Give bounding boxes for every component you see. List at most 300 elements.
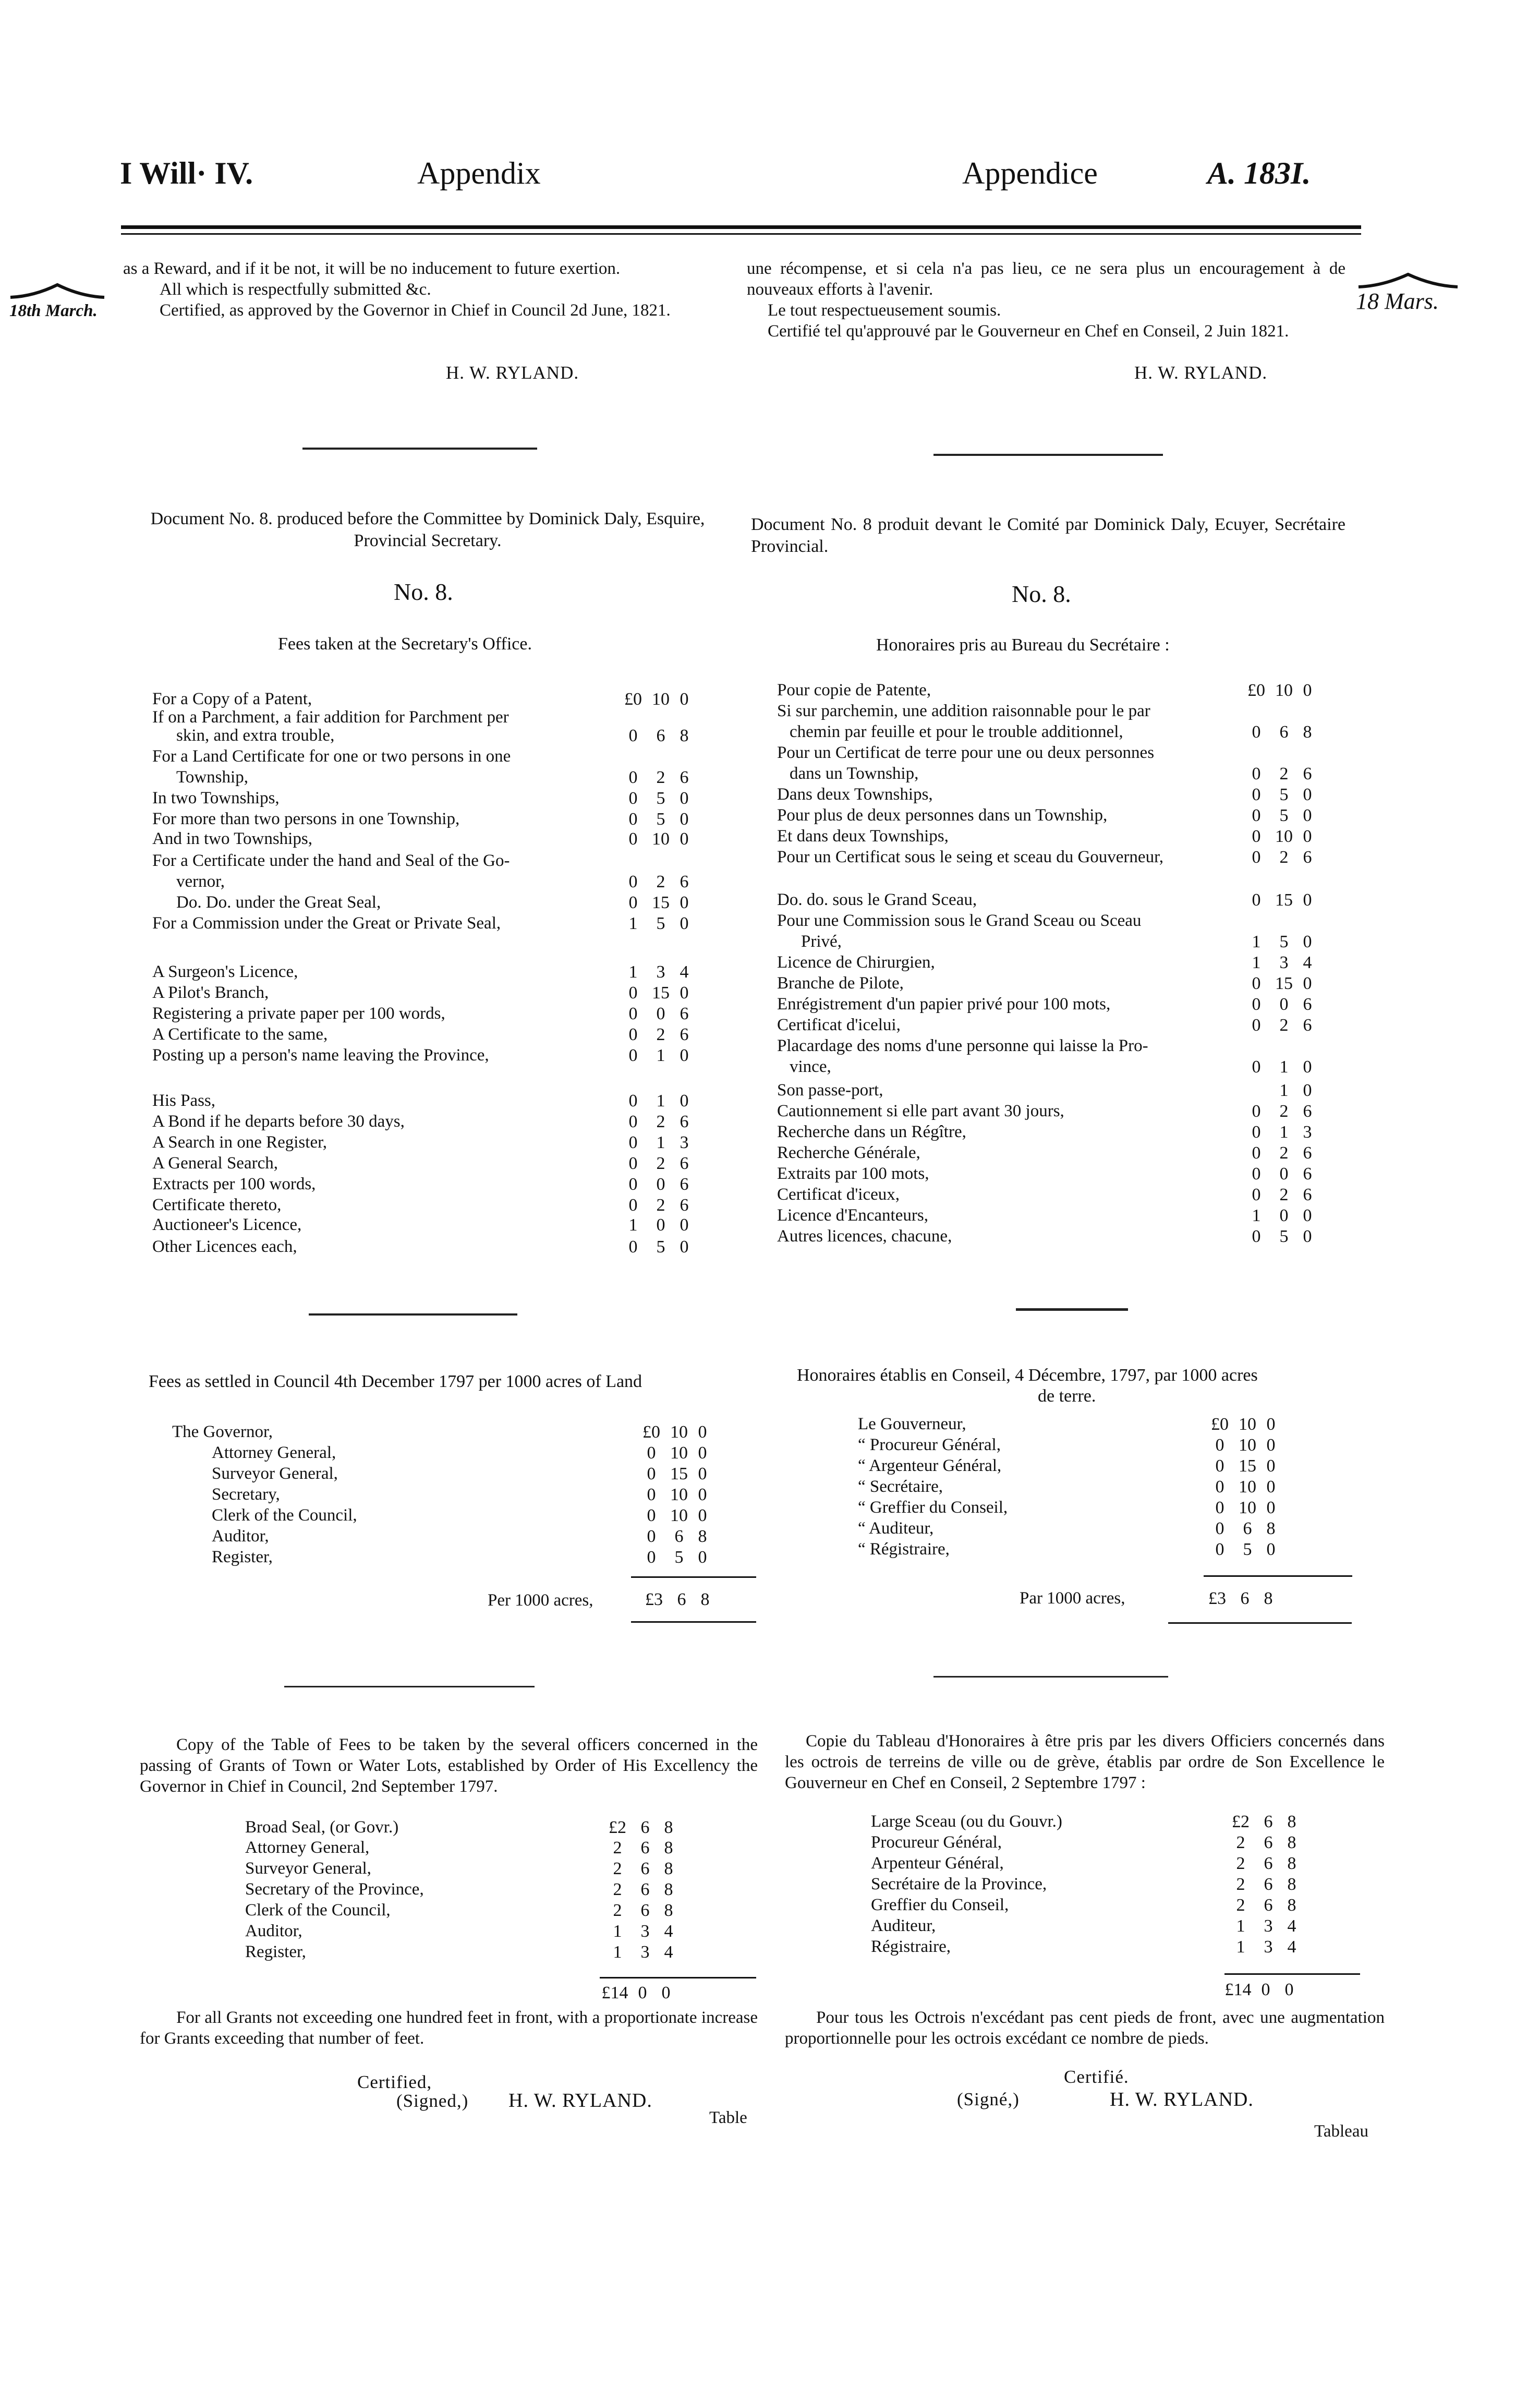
pence-cell: 0 (1284, 1980, 1294, 1999)
pounds-cell: 0 (647, 1548, 656, 1567)
fee-row-label: Auditor, (212, 1527, 269, 1546)
fee-row-label: Autres licences, chacune, (777, 1227, 952, 1246)
shillings-cell: 15 (1239, 1456, 1256, 1476)
council-total-label-en: Per 1000 acres, (488, 1591, 593, 1610)
fee-row-amount (1241, 681, 1318, 701)
town-lots-signature-fr: H. W. RYLAND. (1110, 2089, 1254, 2110)
pence-cell: 6 (680, 1196, 689, 1215)
pence-cell: 0 (680, 1046, 689, 1065)
shillings-cell: 6 (1264, 1875, 1273, 1894)
intro-fr-text: une récompense, et si cela n'a pas lieu, ce ne sera plus un encouragement à de nouveaux efforts à l'avenir. (747, 259, 1345, 299)
fee-row-label: And in two Townships, (152, 829, 312, 848)
pence-cell: 0 (1266, 1477, 1276, 1497)
shillings-cell: 1 (1279, 1081, 1289, 1100)
pence-cell: 6 (680, 1154, 689, 1173)
pounds-cell: £2 (609, 1818, 626, 1837)
fee-row-label: A Certificate to the same, (152, 1025, 328, 1044)
pounds-cell: 0 (1215, 1498, 1224, 1517)
shillings-cell: 6 (1243, 1519, 1252, 1538)
pounds-cell: 0 (647, 1443, 656, 1463)
shillings-cell: 5 (656, 810, 665, 829)
pounds-cell: 1 (1252, 932, 1261, 951)
shillings-cell: 1 (1279, 1057, 1289, 1077)
pence-cell: 4 (1303, 953, 1312, 972)
intro-en-text: as a Reward, and if it be not, it will be no inducement to future exertion. (123, 259, 621, 278)
fee-row-label: Pour un Certificat sous le seing et sceau du Gouverneur, (777, 848, 1163, 866)
fee-row-label: Extracts per 100 words, (152, 1175, 316, 1193)
fee-row-label: Certificat d'icelui, (777, 1016, 901, 1034)
pounds-cell: 0 (628, 872, 638, 891)
fee-row-label: Licence de Chirurgien, (777, 953, 935, 972)
pence-cell: 0 (1303, 785, 1312, 804)
shillings-cell: 6 (640, 1880, 650, 1899)
pence-cell: 8 (1287, 1896, 1296, 1915)
pence-cell: 8 (1266, 1519, 1276, 1538)
fee-row-amount (1241, 848, 1318, 867)
pounds-cell: 2 (1236, 1875, 1245, 1894)
fee-row-label: Broad Seal, (or Govr.) (245, 1818, 399, 1837)
shillings-cell: 2 (656, 1112, 665, 1131)
shillings-cell: 0 (1279, 995, 1289, 1014)
fee-row-amount (602, 1922, 680, 1941)
fee-row-label: Privé, (801, 932, 842, 951)
fee-row-amount (618, 1237, 695, 1257)
pounds-cell: 0 (1215, 1456, 1224, 1476)
shillings-cell: 1 (656, 1091, 665, 1111)
shillings-cell: 0 (1261, 1980, 1270, 1999)
pence-cell: 6 (1303, 1016, 1312, 1035)
shillings-cell: 15 (652, 893, 670, 912)
shillings-cell: 5 (1243, 1540, 1252, 1559)
fee-row-amount (1241, 785, 1318, 805)
pounds-cell: 2 (613, 1901, 622, 1920)
intro-en-certified: Certified, as approved by the Governor in Chief in Council 2d June, 1821. (160, 301, 671, 320)
pounds-cell: 0 (628, 1091, 638, 1111)
shillings-cell: 15 (1275, 890, 1293, 910)
pence-cell: 6 (1303, 995, 1312, 1014)
fee-row-amount (636, 1527, 713, 1547)
pence-cell: 0 (1303, 1081, 1312, 1100)
fee-row-amount (1241, 1206, 1318, 1226)
header-regnal-year: I Will· IV. (120, 156, 253, 190)
pence-cell: 4 (680, 962, 689, 982)
pounds-cell: 1 (613, 1922, 622, 1941)
intro-fr-submitted: Le tout respectueusement soumis. (768, 301, 1001, 320)
shillings-cell: 5 (1279, 806, 1289, 825)
margin-bracket-left (8, 282, 107, 303)
fee-row-amount (618, 893, 695, 913)
fee-row-amount (1241, 995, 1318, 1015)
pounds-cell: 0 (628, 983, 638, 1003)
pounds-cell: 0 (1252, 785, 1261, 804)
fee-row-amount (636, 1506, 713, 1526)
pence-cell: 8 (1264, 1589, 1273, 1608)
fee-row-amount (1241, 1164, 1318, 1184)
fee-row-amount (1226, 1812, 1303, 1832)
pence-cell: 0 (698, 1485, 707, 1504)
fee-row-label: A Bond if he departs before 30 days, (152, 1112, 405, 1131)
fee-row-label: Auctioneer's Licence, (152, 1215, 302, 1234)
fee-row-amount (1226, 1833, 1303, 1853)
pence-cell: 0 (680, 1237, 689, 1257)
fee-row-label: For more than two persons in one Township, (152, 810, 460, 828)
shillings-cell: 5 (656, 914, 665, 933)
fee-row-label: Register, (245, 1942, 306, 1961)
fee-row-label: skin, and extra trouble, (176, 726, 335, 745)
shillings-cell: 0 (638, 1983, 647, 2002)
shillings-cell: 1 (656, 1046, 665, 1065)
shillings-cell: 3 (1264, 1937, 1273, 1957)
pounds-cell: 0 (628, 810, 638, 829)
pence-cell: 6 (1303, 1143, 1312, 1163)
pounds-cell: 0 (1252, 1227, 1261, 1246)
header-rule-thin (121, 233, 1361, 235)
shillings-cell: 6 (640, 1838, 650, 1857)
shillings-cell: 6 (1240, 1589, 1250, 1608)
pounds-cell: 1 (1236, 1916, 1245, 1936)
shillings-cell: 2 (656, 1154, 665, 1173)
shillings-cell: 5 (1279, 785, 1289, 804)
fee-row-label: “ Auditeur, (858, 1519, 934, 1538)
fee-row-amount (618, 690, 695, 709)
fee-row-label: Secretary of the Province, (245, 1880, 424, 1899)
pence-cell: 4 (664, 1942, 673, 1962)
pounds-cell: £0 (1211, 1415, 1229, 1434)
fee-row-label: Surveyor General, (212, 1464, 338, 1483)
pounds-cell: 1 (1252, 1206, 1261, 1225)
fee-row-label: Clerk of the Council, (245, 1901, 391, 1920)
fee-row-label: Secrétaire de la Province, (871, 1875, 1047, 1893)
fee-row-amount (1205, 1477, 1282, 1497)
shillings-cell: 5 (1279, 932, 1289, 951)
fee-row-amount (1226, 1937, 1303, 1957)
shillings-cell: 10 (1239, 1498, 1256, 1517)
pounds-cell: £0 (1247, 681, 1265, 700)
pence-cell: 0 (1266, 1498, 1276, 1517)
council-caption-fr-1: Honoraires établis en Conseil, 4 Décembre, 1797, par 1000 acres (797, 1366, 1258, 1385)
fee-row-label: Recherche Générale, (777, 1143, 920, 1162)
shillings-cell: 15 (1275, 974, 1293, 993)
header-appendix-ref: A. 183I. (1207, 156, 1311, 190)
fee-row-amount (1241, 1102, 1318, 1121)
fee-row-amount (636, 1548, 713, 1567)
pence-cell: 6 (1303, 1102, 1312, 1121)
fee-row-label: Clerk of the Council, (212, 1506, 357, 1525)
shillings-cell: 3 (656, 962, 665, 982)
margin-note-right: 18 Mars. (1356, 288, 1439, 314)
fee-row-amount (618, 1175, 695, 1195)
pence-cell: 4 (664, 1922, 673, 1941)
fee-row-amount (618, 962, 695, 982)
council-total-rule-fr (1204, 1575, 1352, 1577)
pounds-cell: 0 (1215, 1435, 1224, 1455)
shillings-cell: 1 (1279, 1123, 1289, 1142)
intro-fr (747, 258, 1345, 342)
fee-row-amount (636, 1485, 713, 1505)
pence-cell: 0 (1303, 932, 1312, 951)
pence-cell: 8 (1303, 722, 1312, 742)
fee-row-amount (618, 768, 695, 788)
fee-row-label: A Surgeon's Licence, (152, 962, 298, 981)
pounds-cell: 0 (1252, 995, 1261, 1014)
shillings-cell: 2 (656, 1196, 665, 1215)
divider-fr-1 (933, 454, 1163, 456)
pence-cell: 0 (680, 690, 689, 709)
pence-cell: 0 (1303, 1227, 1312, 1246)
shillings-cell: 10 (1275, 681, 1293, 700)
town-lots-note-en: For all Grants not exceeding one hundred feet in front, with a proportionate increase for Grants exceeding that number of feet. (140, 2008, 758, 2048)
pence-cell: 0 (680, 810, 689, 829)
pence-cell: 6 (680, 1004, 689, 1023)
fee-row-amount (1241, 890, 1318, 910)
fee-row-label: Recherche dans un Régître, (777, 1123, 966, 1141)
pounds-cell: 0 (1252, 1185, 1261, 1204)
fee-row-label: “ Procureur Général, (858, 1435, 1001, 1454)
intro-fr-signature: H. W. RYLAND. (1134, 363, 1268, 383)
pounds-cell: £14 (1224, 1980, 1252, 1999)
fee-row-label: Auditor, (245, 1922, 302, 1940)
pounds-cell: 0 (1252, 1102, 1261, 1121)
pounds-cell: £0 (642, 1422, 660, 1442)
pounds-cell: £3 (1208, 1589, 1226, 1608)
pence-cell: 0 (680, 829, 689, 849)
town-lots-intro-fr: Copie du Tableau d'Honoraires à être pris par les divers Officiers concernés dans les octrois de terreins de ville ou de grève, établis par ordre de Son Excellence le Gouverneur en Chef en Conseil, 2 Septembre 1797 : (785, 1732, 1385, 1792)
fee-row-label: Large Sceau (ou du Gouvr.) (871, 1812, 1062, 1831)
fee-row-amount (1241, 1143, 1318, 1163)
fee-row-label: Branche de Pilote, (777, 974, 904, 993)
fee-row-label: Secretary, (212, 1485, 280, 1504)
town-lots-total-fr (1223, 1980, 1300, 2000)
pence-cell: 0 (680, 983, 689, 1003)
shillings-cell: 5 (656, 1237, 665, 1257)
shillings-cell: 10 (652, 829, 670, 849)
fee-row-amount (618, 872, 695, 892)
fee-row-label: Auditeur, (871, 1916, 936, 1935)
pence-cell: 0 (680, 893, 689, 912)
shillings-cell: 6 (1279, 722, 1289, 742)
fee-row-amount (1241, 974, 1318, 994)
fee-row-amount (618, 1025, 695, 1045)
fee-row-label: Other Licences each, (152, 1237, 297, 1256)
shillings-cell: 10 (670, 1506, 688, 1525)
fee-row-label: Son passe-port, (777, 1081, 883, 1100)
divider-en-3 (284, 1686, 535, 1687)
pounds-cell: 1 (1252, 953, 1261, 972)
pence-cell: 0 (698, 1548, 707, 1567)
fee-row-amount (602, 1901, 680, 1921)
doc8-number-fr: No. 8. (1012, 581, 1071, 607)
shillings-cell: 2 (1279, 764, 1289, 783)
shillings-cell: 10 (670, 1422, 688, 1442)
fee-row-amount (1241, 1185, 1318, 1205)
fee-row-label: For a Land Certificate for one or two persons in one (152, 747, 511, 766)
fee-row-label: Le Gouverneur, (858, 1415, 966, 1433)
shillings-cell: 5 (1279, 1227, 1289, 1246)
pounds-cell: 2 (613, 1838, 622, 1857)
town-lots-signed-fr: (Signé,) (957, 2089, 1020, 2109)
fee-row-amount (1205, 1540, 1282, 1560)
town-lots-certified-en: Certified, (357, 2072, 432, 2092)
fee-row-label: Attorney General, (245, 1838, 370, 1857)
fee-row-amount (1241, 1016, 1318, 1035)
pounds-cell: 0 (1252, 1143, 1261, 1163)
fee-row-amount (618, 1196, 695, 1215)
shillings-cell: 2 (656, 1025, 665, 1044)
fee-row-label: Licence d'Encanteurs, (777, 1206, 928, 1225)
pence-cell: 8 (700, 1590, 710, 1609)
pounds-cell: 1 (628, 962, 638, 982)
council-total-label-fr: Par 1000 acres, (1020, 1589, 1125, 1608)
pence-cell: 8 (1287, 1833, 1296, 1852)
fee-row-amount (602, 1838, 680, 1858)
pence-cell: 0 (1303, 1057, 1312, 1077)
fee-row-label: chemin par feuille et pour le trouble additionnel, (790, 722, 1123, 741)
pence-cell: 8 (1287, 1854, 1296, 1873)
town-lots-certified-fr: Certifié. (1064, 2067, 1129, 2087)
shillings-cell: 6 (1264, 1896, 1273, 1915)
pence-cell: 6 (680, 872, 689, 891)
shillings-cell: 10 (1239, 1415, 1256, 1434)
pounds-cell: 0 (1252, 848, 1261, 867)
town-lots-signed-en: (Signed,) (396, 2091, 469, 2111)
fee-row-label: If on a Parchment, a fair addition for Parchment per (152, 708, 509, 727)
fee-row-amount (618, 1133, 695, 1153)
fee-row-amount (1241, 1123, 1318, 1142)
pounds-cell: 0 (628, 1175, 638, 1194)
fee-row-label: Posting up a person's name leaving the Province, (152, 1046, 489, 1065)
shillings-cell: 2 (1279, 1185, 1289, 1204)
shillings-cell: 2 (1279, 1143, 1289, 1163)
council-total-underline-fr (1168, 1622, 1352, 1624)
town-lots-total-rule-fr (1224, 1973, 1360, 1975)
fee-row-label: Attorney General, (212, 1443, 336, 1462)
shillings-cell: 6 (677, 1590, 686, 1609)
fee-row-label: A Search in one Register, (152, 1133, 328, 1152)
pounds-cell: 0 (1252, 1123, 1261, 1142)
fee-row-amount (1241, 1227, 1318, 1247)
doc8-caption-en: Fees taken at the Secretary's Office. (278, 634, 532, 654)
pounds-cell: 1 (628, 1215, 638, 1235)
pounds-cell: 0 (628, 1025, 638, 1044)
fee-row-amount (618, 914, 695, 934)
pence-cell: 0 (1266, 1435, 1276, 1455)
shillings-cell: 0 (1279, 1164, 1289, 1184)
pounds-cell: 2 (1236, 1854, 1245, 1873)
pounds-cell: 0 (647, 1506, 656, 1525)
fee-row-amount (636, 1443, 713, 1463)
pence-cell: 6 (1303, 764, 1312, 783)
fee-row-label: A Pilot's Branch, (152, 983, 269, 1002)
pounds-cell: 0 (1252, 827, 1261, 846)
shillings-cell: 6 (640, 1859, 650, 1878)
fee-row-amount (1241, 722, 1318, 742)
shillings-cell: 3 (1279, 953, 1289, 972)
pence-cell: 0 (680, 914, 689, 933)
intro-en-signature: H. W. RYLAND. (446, 363, 579, 383)
shillings-cell: 10 (670, 1443, 688, 1463)
pence-cell: 4 (1287, 1916, 1296, 1936)
pence-cell: 8 (680, 726, 689, 745)
fee-row-label: Do. do. sous le Grand Sceau, (777, 890, 977, 909)
fee-row-amount (618, 983, 695, 1003)
fee-row-amount (618, 789, 695, 809)
shillings-cell: 0 (656, 1215, 665, 1235)
shillings-cell: 2 (656, 768, 665, 787)
pence-cell: 0 (661, 1983, 671, 2002)
intro-en-submitted: All which is respectfully submitted &c. (160, 280, 431, 299)
fee-row-amount (1226, 1875, 1303, 1895)
pence-cell: 0 (1303, 890, 1312, 910)
shillings-cell: 10 (652, 690, 670, 709)
fee-row-amount (1241, 806, 1318, 826)
shillings-cell: 0 (1279, 1206, 1289, 1225)
fee-row-amount (1205, 1456, 1282, 1476)
pounds-cell: 0 (1252, 764, 1261, 783)
pence-cell: 0 (698, 1443, 707, 1463)
fee-row-label: Régistraire, (871, 1937, 951, 1956)
fee-row-label: Pour un Certificat de terre pour une ou deux personnes (777, 743, 1155, 762)
fee-row-label: The Governor, (172, 1422, 273, 1441)
fee-row-label: Pour plus de deux personnes dans un Township, (777, 806, 1108, 825)
fee-row-label: For a Copy of a Patent, (152, 690, 312, 708)
pounds-cell: 0 (647, 1464, 656, 1483)
shillings-cell: 5 (656, 789, 665, 808)
fee-row-amount (602, 1880, 680, 1900)
fee-row-label: Si sur parchemin, une addition raisonnable pour le par (777, 702, 1150, 720)
shillings-cell: 6 (1264, 1833, 1273, 1852)
fee-row-label: Register, (212, 1548, 273, 1566)
pounds-cell: 0 (1252, 722, 1261, 742)
fee-row-label: Placardage des noms d'une personne qui laisse la Pro- (777, 1036, 1148, 1055)
fee-row-label: Township, (176, 768, 248, 787)
pounds-cell: 0 (628, 1133, 638, 1152)
doc8-intro-fr: Document No. 8 produit devant le Comité par Dominick Daly, Ecuyer, Secrétaire Provincial. (751, 515, 1345, 556)
shillings-cell: 3 (1264, 1916, 1273, 1936)
fee-row-label: “ Argenteur Général, (858, 1456, 1002, 1475)
pence-cell: 4 (1287, 1937, 1296, 1957)
header-rule-thick (121, 225, 1361, 229)
shillings-cell: 5 (674, 1548, 684, 1567)
pounds-cell: 2 (1236, 1896, 1245, 1915)
header-title-en: Appendix (417, 156, 541, 190)
pounds-cell: 0 (628, 1004, 638, 1023)
shillings-cell: 15 (652, 983, 670, 1003)
pence-cell: 8 (664, 1838, 673, 1857)
fee-row-label: His Pass, (152, 1091, 216, 1110)
fee-row-label: vince, (790, 1057, 831, 1076)
pounds-cell: £2 (1232, 1812, 1250, 1831)
pence-cell: 0 (1266, 1415, 1276, 1434)
fee-row-label: Dans deux Townships, (777, 785, 933, 804)
shillings-cell: 2 (1279, 1102, 1289, 1121)
pence-cell: 3 (1303, 1123, 1312, 1142)
fee-row-amount (1205, 1415, 1282, 1434)
fee-row-label: “ Secrétaire, (858, 1477, 943, 1496)
shillings-cell: 10 (670, 1485, 688, 1504)
fee-row-amount (636, 1422, 713, 1442)
fee-row-amount (602, 1942, 680, 1962)
doc8-intro-en: Document No. 8. produced before the Committee by Dominick Daly, Esquire, Provincial Secretary. (150, 509, 705, 550)
pence-cell: 0 (1266, 1540, 1276, 1559)
pence-cell: 8 (1287, 1812, 1296, 1831)
shillings-cell: 6 (674, 1527, 684, 1546)
pounds-cell: 0 (1252, 1016, 1261, 1035)
shillings-cell: 15 (670, 1464, 688, 1483)
divider-fr-2 (1016, 1308, 1128, 1311)
fee-row-amount (602, 1818, 680, 1838)
header-title-fr: Appendice (962, 156, 1098, 190)
fee-row-amount (602, 1859, 680, 1879)
